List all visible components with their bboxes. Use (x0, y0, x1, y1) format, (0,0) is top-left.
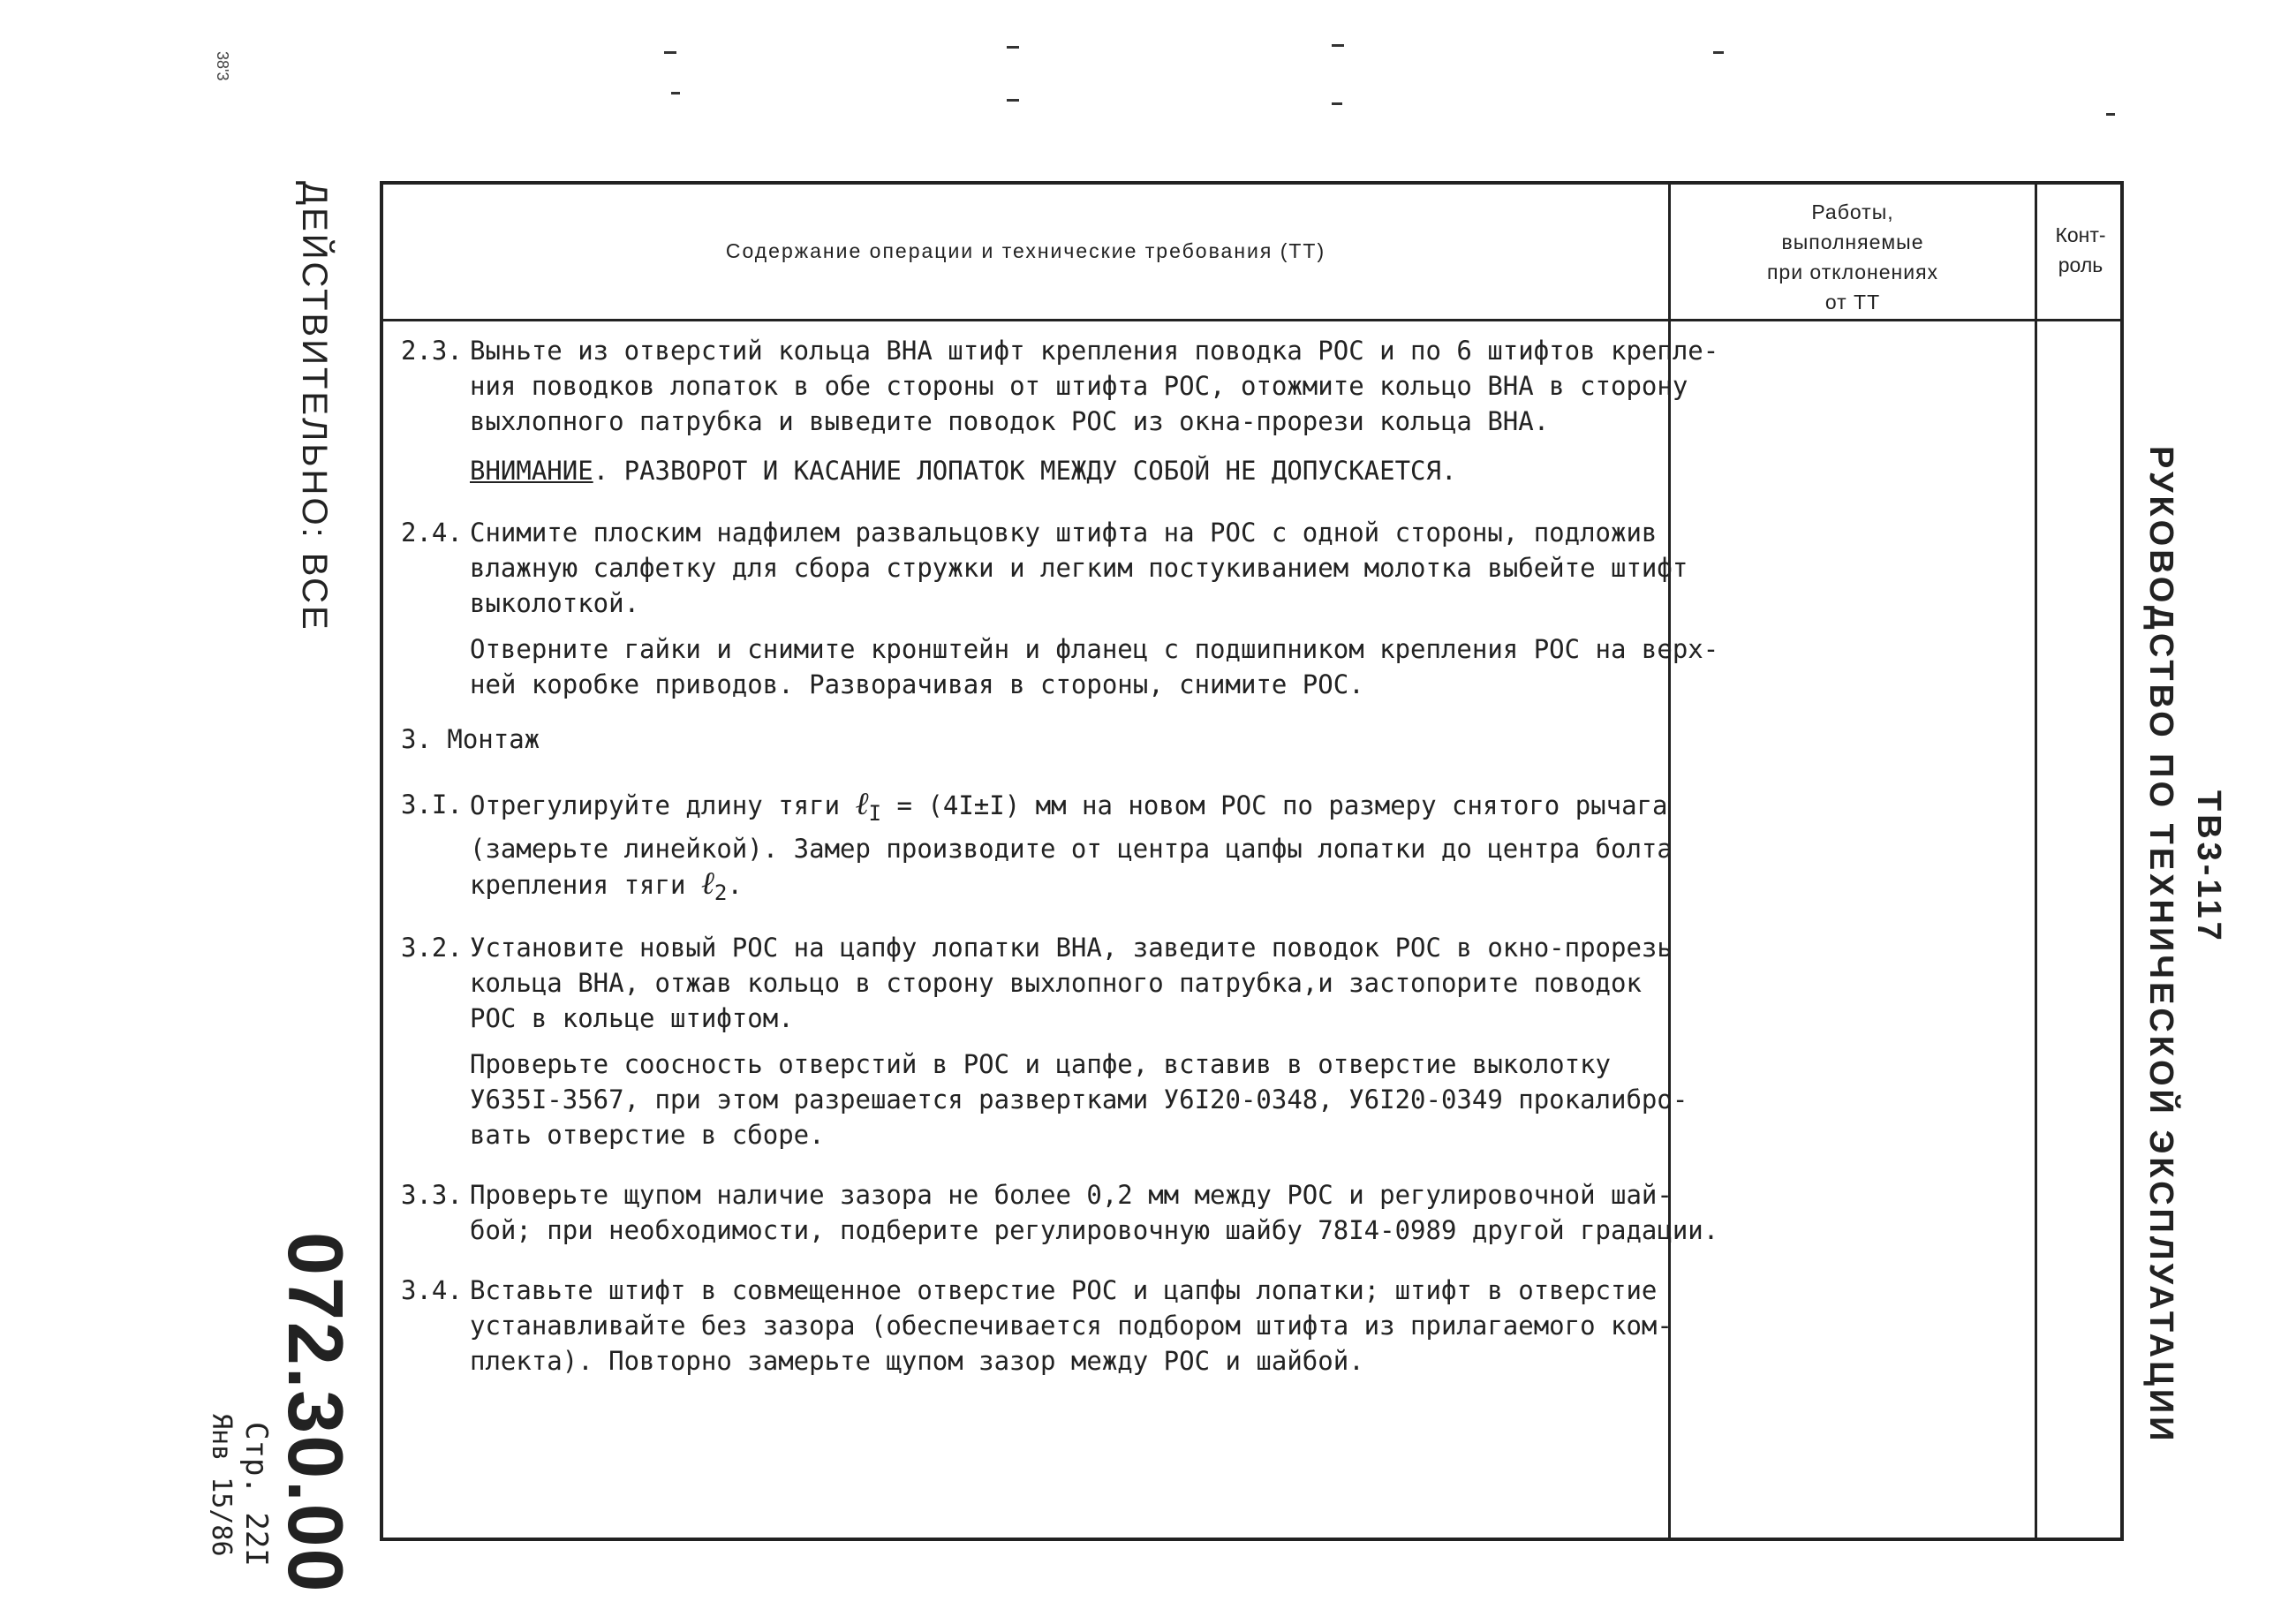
corner-mark: 38'3 (214, 51, 231, 81)
step-line: У635I-3567, при этом разрешается развертками У6I20-0348, У6I20-0349 прокалибро- (470, 1084, 1688, 1115)
step-line: РОС в кольце штифтом. (470, 1002, 794, 1033)
header-line: выполняемые (1781, 230, 1924, 253)
scan-mark (1713, 51, 1724, 54)
step-line: Установите новый РОС на цапфу лопатки ВНА, заведите поводок РОС в окно-прорезь (470, 932, 1673, 963)
revision-date: Янв 15/86 (206, 1413, 237, 1557)
step-line (470, 786, 1668, 831)
step-line: кольца ВНА, отжав кольцо в сторону выхлопного патрубка,и застопорите поводок (470, 967, 1642, 998)
text-part: = (4I±I) мм на новом РОС по размеру снятого рычага (881, 790, 1668, 820)
warning-label: ВНИМАНИЕ (470, 456, 593, 486)
step-line: Вставьте штифт в совмещенное отверстие РОС и цапфы лопатки; штифт в отверстие (470, 1274, 1658, 1305)
step-3-4 (401, 1273, 1673, 1379)
subscript: I (868, 800, 882, 826)
step-number: 3.4. (401, 1274, 463, 1305)
warning-note (470, 453, 1664, 488)
header-line: роль (2058, 253, 2103, 276)
step-line: бой; при необходимости, подберите регулировочную шайбу 78I4-0989 другой градации. (470, 1214, 1719, 1245)
step-number: 3.2. (401, 932, 463, 963)
section-heading: 3. Монтаж (401, 724, 540, 754)
header-line: от ТТ (1824, 291, 1881, 314)
scan-mark (1332, 44, 1344, 47)
step-line: выколоткой. (470, 588, 640, 618)
length-symbol: ℓ (855, 786, 869, 822)
step-line: влажную салфетку для сбора стружки и легким постукиванием молотка выбейте штифт (470, 553, 1688, 583)
step-line: вать отверстие в сборе. (470, 1119, 825, 1150)
header-control-column (2037, 220, 2124, 280)
text-part: Отрегулируйте длину тяги (470, 790, 856, 820)
header-divider (383, 319, 2120, 321)
step-2-3 (401, 333, 1719, 439)
step-2-4-continued (470, 631, 1719, 702)
length-symbol: ℓ (700, 865, 714, 902)
scan-mark (1007, 46, 1019, 49)
manual-title: РУКОВОДСТВО ПО ТЕХНИЧЕСКОЙ ЭКСПЛУАТАЦИИ (2142, 446, 2179, 1445)
step-line: Выньте из отверстий кольца ВНА штифт крепления поводка РОС и по 6 штифтов крепле- (470, 336, 1719, 366)
scan-mark (2106, 113, 2115, 116)
step-line: плекта). Повторно замерьте щупом зазор между РОС и шайбой. (470, 1345, 1364, 1376)
validity-label: ДЕЙСТВИТЕЛЬНО: ВСЕ (295, 181, 334, 632)
scan-mark (1332, 102, 1342, 105)
step-number: 2.4. (401, 518, 463, 548)
scan-mark (1007, 99, 1019, 102)
header-line: при отклонениях (1766, 261, 1939, 283)
step-line: ней коробке приводов. Разворачивая в стороны, снимите РОС. (470, 669, 1364, 699)
step-3-3 (401, 1177, 1719, 1248)
step-line: (замерьте линейкой). Замер производите от центра цапфы лопатки до центра болта (470, 833, 1673, 864)
step-number: 3.3. (401, 1179, 463, 1210)
scan-mark (664, 51, 676, 54)
engine-model: ТВ3-117 (2190, 790, 2227, 944)
document-code: 072.30.00 (272, 1232, 359, 1594)
header-line: Конт- (2055, 223, 2106, 246)
warning-text: . РАЗВОРОТ И КАСАНИЕ ЛОПАТОК МЕЖДУ СОБОЙ НЕ ДОПУСКАЕТСЯ. (593, 456, 1457, 486)
step-2-4 (401, 515, 1688, 621)
text-part: крепления тяги (470, 869, 701, 900)
operations-body (401, 333, 1719, 1398)
scan-mark (671, 92, 680, 94)
step-line: Проверьте щупом наличие зазора не более 0,2 мм между РОС и регулировочной шай- (470, 1179, 1673, 1210)
step-line: Отверните гайки и снимите кронштейн и фланец с подшипником крепления РОС на верх- (470, 634, 1719, 664)
step-number: 2.3. (401, 336, 463, 366)
step-3-2-continued (470, 1047, 1688, 1152)
step-line (470, 866, 1664, 911)
step-number: 3.I. (401, 790, 463, 820)
column-divider (2035, 185, 2037, 1538)
step-line: устанавливайте без зазора (обеспечивается подбором штифта из прилагаемого ком- (470, 1310, 1673, 1341)
header-deviation-column (1671, 197, 2035, 317)
step-line: Снимите плоским надфилем развальцовку штифта на РОС с одной стороны, подложив (470, 518, 1658, 548)
step-line: Проверьте соосность отверстий в РОС и цапфе, вставив в отверстие выколотку (470, 1048, 1612, 1079)
step-3-1 (401, 786, 1673, 911)
operations-table (380, 181, 2124, 1541)
step-line: выхлопного патрубка и выведите поводок РОС из окна-прорези кольца ВНА. (470, 406, 1550, 436)
step-3-2 (401, 930, 1673, 1036)
step-line: ния поводков лопаток в обе стороны от штифта РОС, отожмите кольцо ВНА в сторону (470, 371, 1688, 401)
page-number: Стр. 22I (238, 1422, 274, 1567)
subscript: 2 (714, 880, 728, 905)
header-line: Работы, (1811, 200, 1894, 223)
header-content-column: Содержание операции и технические требования (ТТ) (725, 239, 1326, 262)
text-part: . (727, 869, 743, 900)
